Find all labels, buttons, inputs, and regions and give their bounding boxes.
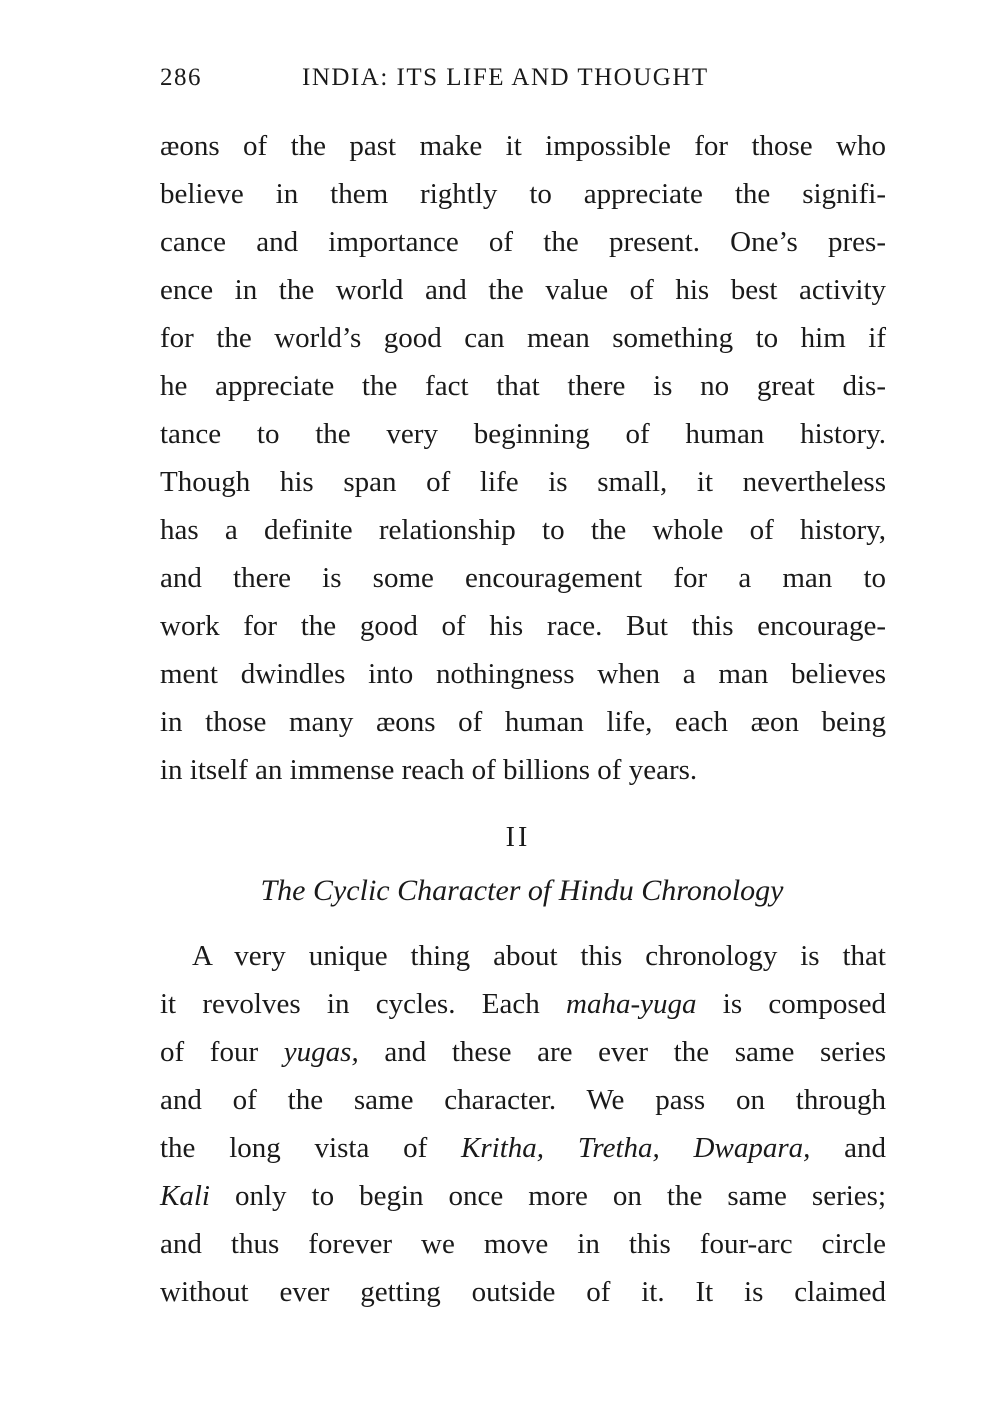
text-segment: and: [844, 1132, 887, 1164]
italic-term: Dwapara,: [693, 1132, 811, 1164]
text-line: Though his span of life is small, it nevertheless: [160, 466, 886, 498]
running-header: [160, 64, 886, 98]
italic-term: maha-yuga: [566, 988, 697, 1020]
text-line: believe in them rightly to appreciate the signifi-: [160, 178, 886, 210]
text-line: A very unique thing about this chronology is that: [192, 940, 886, 972]
text-line: cance and importance of the present. One’s pres-: [160, 226, 886, 258]
text-line: ence in the world and the value of his best activity: [160, 274, 886, 306]
paragraph-cycles: [160, 932, 886, 1316]
running-title: INDIA: ITS LIFE AND THOUGHT: [302, 64, 709, 91]
italic-term: yugas,: [283, 1036, 359, 1068]
text-segment: is composed: [722, 988, 887, 1020]
text-line: and thus forever we move in this four-arc circle: [160, 1228, 886, 1260]
text-line: [160, 1172, 886, 1220]
text-segment: and these are ever the same series: [384, 1036, 887, 1068]
text-line: and of the same character. We pass on through: [160, 1084, 886, 1116]
text-line: for the world’s good can mean something to him if: [160, 322, 886, 354]
text-segment: of four: [160, 1036, 259, 1068]
text-line: work for the good of his race. But this encourage-: [160, 610, 886, 642]
text-segment: the long vista of: [160, 1132, 428, 1164]
section-title: The Cyclic Character of Hindu Chronology: [260, 874, 784, 907]
italic-term: Tretha,: [577, 1132, 660, 1164]
text-segment: it revolves in cycles. Each: [160, 988, 540, 1020]
text-line: has a definite relationship to the whole of history,: [160, 514, 886, 546]
paragraph-aeons: [160, 122, 886, 794]
text-line: in itself an immense reach of billions of years.: [160, 754, 698, 786]
text-line: tance to the very beginning of human history.: [160, 418, 886, 450]
text-line: and there is some encouragement for a man to: [160, 562, 886, 594]
section-number: II: [505, 822, 531, 853]
text-line: [160, 1028, 886, 1076]
text-line: without ever getting outside of it. It is claimed: [160, 1276, 886, 1308]
text-line: ment dwindles into nothingness when a man believes: [160, 658, 886, 690]
italic-term: Kali: [160, 1180, 210, 1212]
text-segment: only to begin once more on the same series;: [234, 1180, 886, 1212]
text-line: æons of the past make it impossible for those who: [160, 130, 886, 162]
text-line: [160, 1124, 886, 1172]
text-line: [160, 980, 886, 1028]
page-number: 286: [160, 64, 202, 91]
text-line: he appreciate the fact that there is no great dis-: [160, 370, 886, 402]
text-line: in those many æons of human life, each æon being: [160, 706, 886, 738]
italic-term: Kritha,: [461, 1132, 545, 1164]
